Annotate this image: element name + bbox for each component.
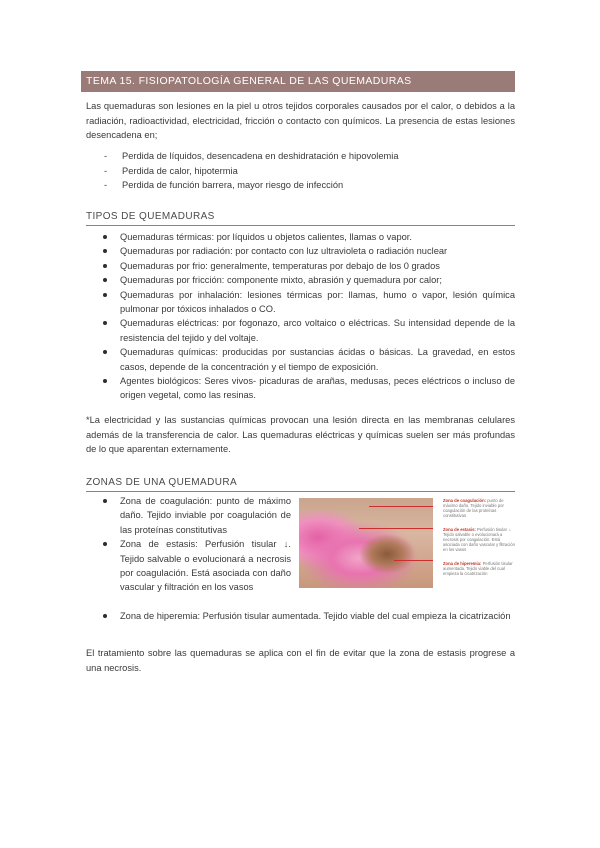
list-item: Quemaduras por inhalación: lesiones térmicas por: llamas, humo o vapor, lesión química pulmonar por tóxicos inhalados o CO. (101, 288, 515, 317)
bullet-icon (103, 249, 107, 253)
list-item: - Perdida de calor, hipotermia (104, 164, 504, 179)
annotation-hyperemia: Zona de hiperemia: Perfusión tisular aumentada. Tejido viable del cual empieza la cicatrización (443, 561, 513, 576)
annotation-coagulation: Zona de coagulación: punto de máximo daño. Tejido inviable por coagulación de las proteínas constitutivas (443, 498, 504, 518)
bullet-icon (103, 264, 107, 268)
section-title-zonas: ZONAS DE UNA QUEMADURA (86, 477, 515, 492)
bullet-icon (103, 542, 107, 546)
list-item: - Perdida de líquidos, desencadena en deshidratación e hipovolemia (104, 149, 504, 164)
consequences-list (104, 149, 504, 193)
bullet-icon (103, 499, 107, 503)
zones-list-continued (101, 609, 515, 623)
list-item: Quemaduras térmicas: por líquidos u objetos calientes, llamas o vapor. (101, 230, 515, 244)
list-item: Quemaduras por frio: generalmente, temperaturas por debajo de los 0 grados (101, 259, 515, 273)
bullet-icon (103, 321, 107, 325)
list-item: Zona de coagulación: punto de máximo daño. Tejido inviable por coagulación de las proteínas constitutivas (101, 494, 291, 537)
burn-types-list (101, 230, 515, 403)
bullet-icon (103, 350, 107, 354)
conclusion-paragraph: El tratamiento sobre las quemaduras se aplica con el fin de evitar que la zona de estasis progrese a una necrosis. (86, 648, 515, 673)
list-item: Agentes biológicos: Seres vivos- picaduras de arañas, medusas, peces eléctricos o incluso de origen vegetal, como las resinas. (101, 374, 515, 403)
bullet-icon (103, 614, 107, 618)
chapter-title: TEMA 15. FISIOPATOLOGÍA GENERAL DE LAS QUEMADURAS (81, 71, 515, 92)
zones-list (101, 494, 291, 595)
bullet-icon (103, 235, 107, 239)
list-item: Zona de hiperemia: Perfusión tisular aumentada. Tejido viable del cual empieza la cicatrización (101, 609, 515, 623)
burn-photo (299, 498, 433, 588)
list-item: - Perdida de función barrera, mayor riesgo de infección (104, 178, 504, 193)
section-title-tipos: TIPOS DE QUEMADURAS (86, 211, 515, 226)
bullet-icon (103, 278, 107, 282)
burn-zones-figure (299, 498, 515, 588)
annotation-stasis: Zona de estasis: Perfusión tisular ↓. Tejido salvable o evolucionará a necrosis por coagulación. Está asociada con daño vascular y filtración en los vasos (443, 527, 515, 552)
note-paragraph: *La electricidad y las sustancias químicas provocan una lesión directa en las membranas celulares además de la transferencia de calor. Las quemaduras eléctricas y químicas suelen ser más profundas de lo que aparentan externamente. (86, 415, 515, 454)
list-item: Quemaduras químicas: producidas por sustancias ácidas o básicas. La gravedad, en estos casos, depende de la concentración y el tiempo de exposición. (101, 345, 515, 374)
list-item: Quemaduras por radiación: por contacto con luz ultravioleta o radiación nuclear (101, 244, 515, 258)
list-item: Quemaduras eléctricas: por fogonazo, arco voltaico o eléctricas. Su intensidad depende de la resistencia del tejido y del voltaje. (101, 316, 515, 345)
bullet-icon (103, 293, 107, 297)
bullet-icon (103, 379, 107, 383)
list-item: Quemaduras por fricción: componente mixto, abrasión y quemadura por calor; (101, 273, 515, 287)
intro-paragraph: Las quemaduras son lesiones en la piel u otros tejidos corporales causados por el calor, o debidos a la radiación, radioactividad, electricidad, fricción o contacto con químicos. La presencia de estas lesiones desencadena en; (86, 101, 515, 140)
list-item: Zona de estasis: Perfusión tisular ↓. Tejido salvable o evolucionará a necrosis por coagulación. Está asociada con daño vascular y filtración en los vasos (101, 537, 291, 595)
figure-annotations (443, 498, 515, 585)
